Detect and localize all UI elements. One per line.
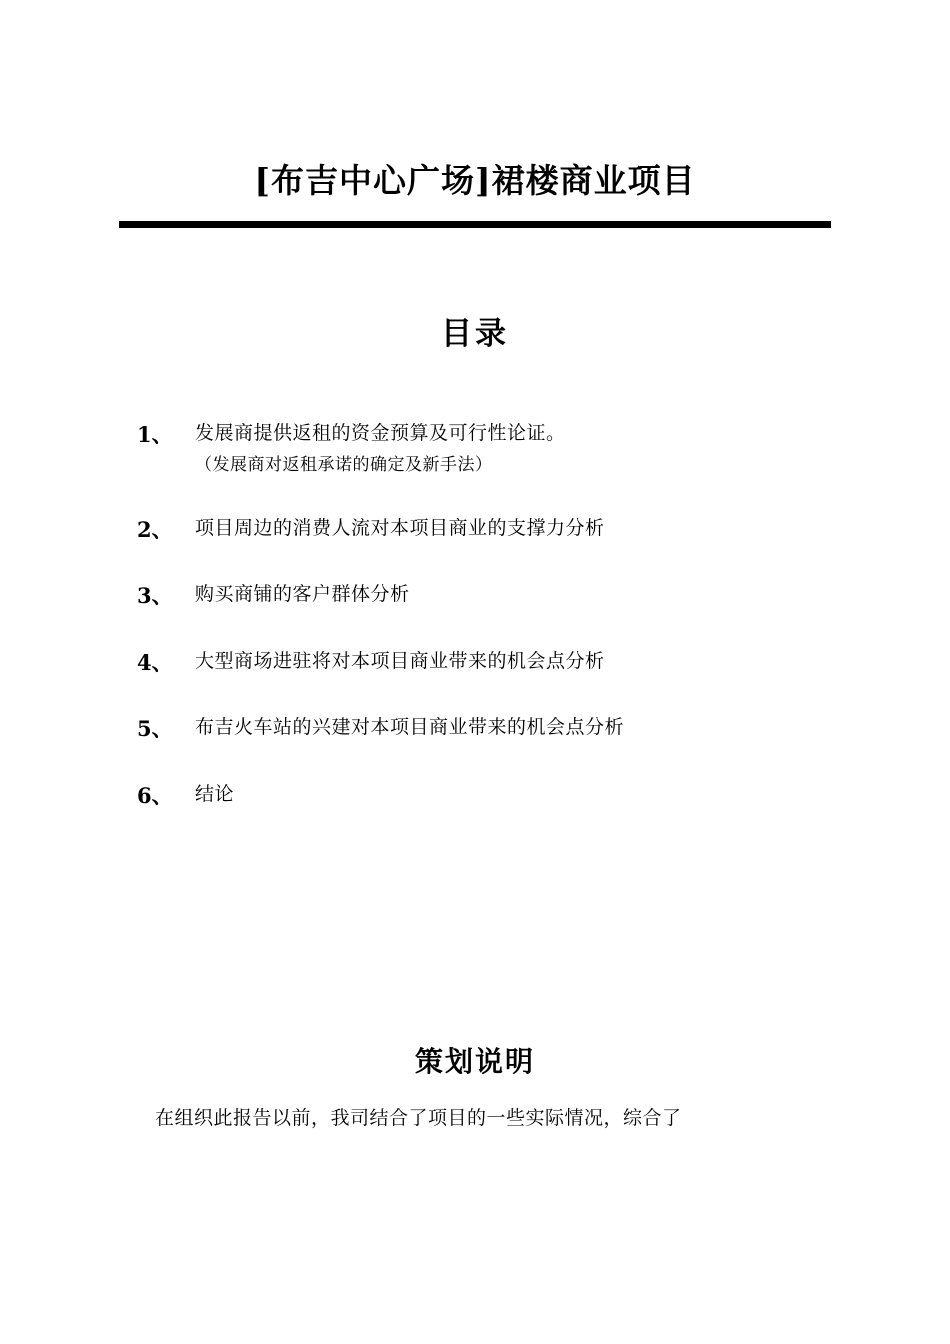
- list-item-number: 3、: [137, 583, 173, 609]
- list-item-label: 发展商提供返租的资金预算及可行性论证。: [195, 421, 566, 444]
- list-item-body: [195, 780, 815, 809]
- list-item: [137, 713, 815, 746]
- page-title: [布吉中心广场]裙楼商业项目: [254, 161, 696, 200]
- list-item-body: [195, 580, 815, 609]
- list-item-number: 1、: [137, 421, 173, 447]
- list-item-label: 结论: [195, 782, 235, 805]
- list-item-number: 4、: [137, 649, 173, 675]
- title-divider: [119, 221, 831, 228]
- section-paragraph: 在组织此报告以前，我司结合了项目的一些实际情况，综合了: [155, 1107, 682, 1130]
- list-item-label: 购买商铺的客户群体分析: [195, 583, 410, 606]
- section-heading: 策划说明: [414, 1045, 535, 1079]
- table-of-contents-heading: 目录: [441, 315, 509, 352]
- list-item: [137, 514, 815, 547]
- list-item: [137, 419, 815, 480]
- list-item-label: 大型商场进驻将对本项目商业带来的机会点分析: [195, 649, 605, 672]
- list-item-body: [195, 514, 815, 543]
- list-item-number: 6、: [137, 782, 173, 808]
- list-item-body: [195, 419, 815, 480]
- list-item-label: 布吉火车站的兴建对本项目商业带来的机会点分析: [195, 716, 625, 739]
- list-item-number: 5、: [137, 716, 173, 742]
- list-item-label: 项目周边的消费人流对本项目商业的支撑力分析: [195, 516, 605, 539]
- list-item: [137, 580, 815, 613]
- table-of-contents-list: [105, 419, 845, 812]
- list-item-body: [195, 647, 815, 676]
- list-item: [137, 647, 815, 680]
- list-item-number: 2、: [137, 516, 173, 542]
- list-item-body: [195, 713, 815, 742]
- list-item: [137, 780, 815, 813]
- list-item-subtitle: （发展商对返租承诺的确定及新手法）: [195, 455, 493, 476]
